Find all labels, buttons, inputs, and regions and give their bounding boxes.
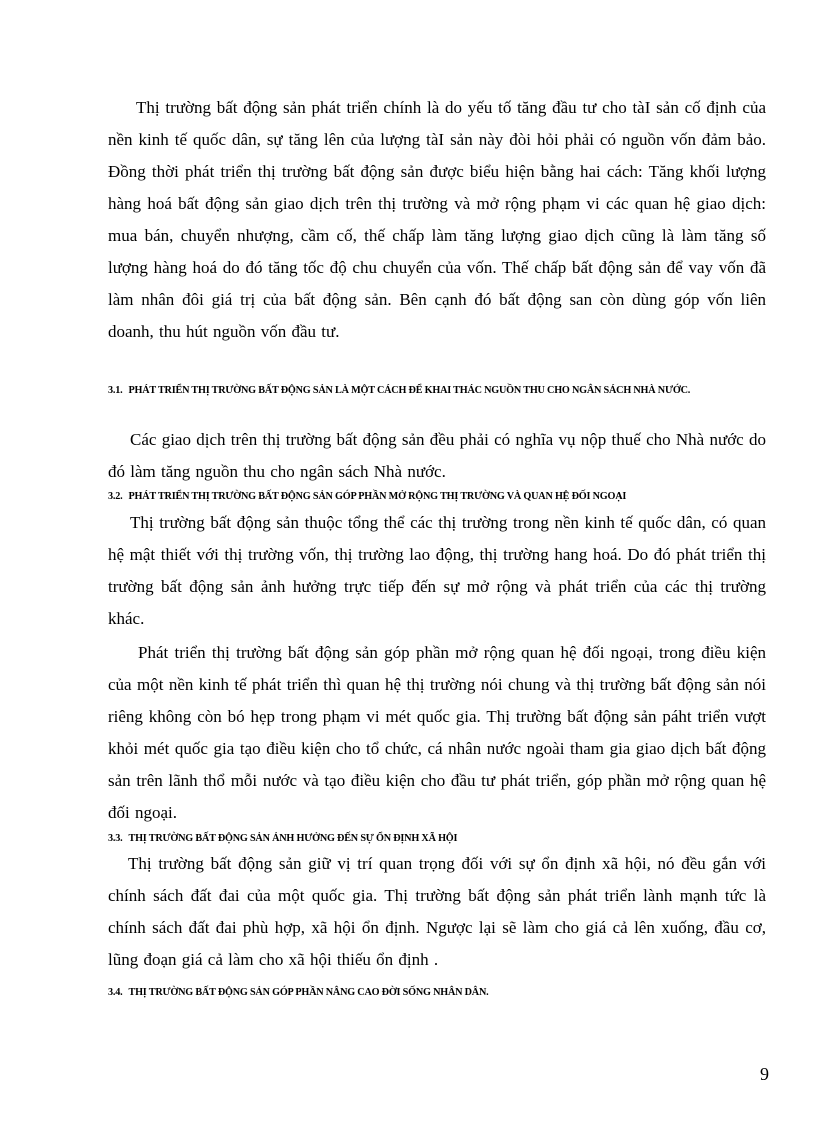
section-3-3-title: THỊ TRƯỜNG BẤT ĐỘNG SẢN ẢNH HƯỞNG ĐẾN SỰ ỔN ĐỊNH XÃ HỘI (128, 833, 458, 844)
section-3-2-number: 3.2. (108, 491, 123, 502)
section-3-4-heading (108, 985, 766, 1001)
section-3-3-body (108, 848, 766, 976)
section-3-1-body (108, 424, 766, 488)
section-3-2-title: PHÁT TRIỂN THỊ TRƯỜNG BẤT ĐỘNG SẢN GÓP PHẦN MỞ RỘNG THỊ TRƯỜNG VÀ QUAN HỆ ĐỐI NGOẠI (128, 491, 627, 502)
paragraph-social-stability: Thị trường bất động sản giữ vị trí quan trọng đối với sự ổn định xã hội, nó đều gắn với chính sách đất đai của một quốc gia. Thị trường bất động sản phát triển lành mạnh tức là chính sách đất đai phù hợp, xã hội ổn định. Ngược lại sẽ làm cho giá cả lên xuống, đầu cơ, lũng đoạn giá cả làm cho xã hội thiếu ổn định . (108, 854, 766, 969)
section-3-3-number: 3.3. (108, 833, 123, 844)
intro-paragraph-block (108, 92, 766, 348)
section-3-4-title: THỊ TRƯỜNG BẤT ĐỘNG SẢN GÓP PHẦN NÂNG CAO ĐỜI SỐNG NHÂN DÂN. (128, 987, 489, 998)
section-3-1-title: PHÁT TRIỂN THỊ TRƯỜNG BẤT ĐỘNG SẢN LÀ MỘT CÁCH ĐỂ KHAI THÁC NGUỒN THU CHO NGÂN SÁCH NHÀ NƯỚC. (128, 385, 691, 396)
section-3-2-heading (108, 489, 766, 505)
section-3-1-heading (108, 383, 766, 399)
section-3-4-number: 3.4. (108, 987, 123, 998)
section-3-3-heading (108, 831, 766, 847)
section-3-1-number: 3.1. (108, 385, 123, 396)
page-number: 9 (760, 1064, 769, 1084)
section-3-2-body (108, 507, 766, 635)
paragraph-related-markets: Thị trường bất động sản thuộc tổng thể các thị trường trong nền kinh tế quốc dân, có quan hệ mật thiết với thị trường vốn, thị trường lao động, thị trường hang hoá. Do đó phát triển thị trường bất động sản ảnh hưởng trực tiếp đến sự mở rộng và phát triển của các thị trường khác. (108, 513, 766, 628)
paragraph-foreign-relations: Phát triển thị trường bất động sản góp phần mở rộng quan hệ đối ngoại, trong điều kiện của một nền kinh tế phát triển thì quan hệ thị trường nói chung và thị trường bất động sản nói riêng không còn bó hẹp trong phạm vi mét quốc gia. Thị trường bất động sản páht triển vượt khỏi mét quốc gia tạo điều kiện cho tổ chức, cá nhân nước ngoài tham gia giao dịch bất động sản trên lãnh thổ mỗi nước và tạo điều kiện cho đầu tư phát triển, góp phần mở rộng quan hệ đối ngoại. (108, 643, 766, 822)
paragraph-state-revenue: Các giao dịch trên thị trường bất động sản đều phải có nghĩa vụ nộp thuế cho Nhà nước do đó làm tăng nguồn thu cho ngân sách Nhà nước. (108, 430, 766, 481)
section-3-2-body-2 (108, 637, 766, 829)
paragraph-market-growth: Thị trường bất động sản phát triển chính là do yếu tố tăng đầu tư cho tàI sản cố định của nền kinh tế quốc dân, sự tăng lên của lượng tàI sản này đòi hỏi phải có nguồn vốn đảm bảo. Đồng thời phát triển thị trường bất động sản được biểu hiện bằng hai cách: Tăng khối lượng hàng hoá bất động sản giao dịch trên thị trường và mở rộng phạm vi các quan hệ giao dịch: mua bán, chuyển nhượng, cầm cố, thế chấp làm tăng lượng giao dịch cũng là làm tăng số lượng hàng hoá do đó tăng tốc độ chu chuyển của vốn. Thế chấp bất động sản để vay vốn đã làm nhân đôi giá trị của bất động sản. Bên cạnh đó bất động san còn dùng góp vốn liên doanh, thu hút nguồn vốn đầu tư. (108, 98, 766, 341)
